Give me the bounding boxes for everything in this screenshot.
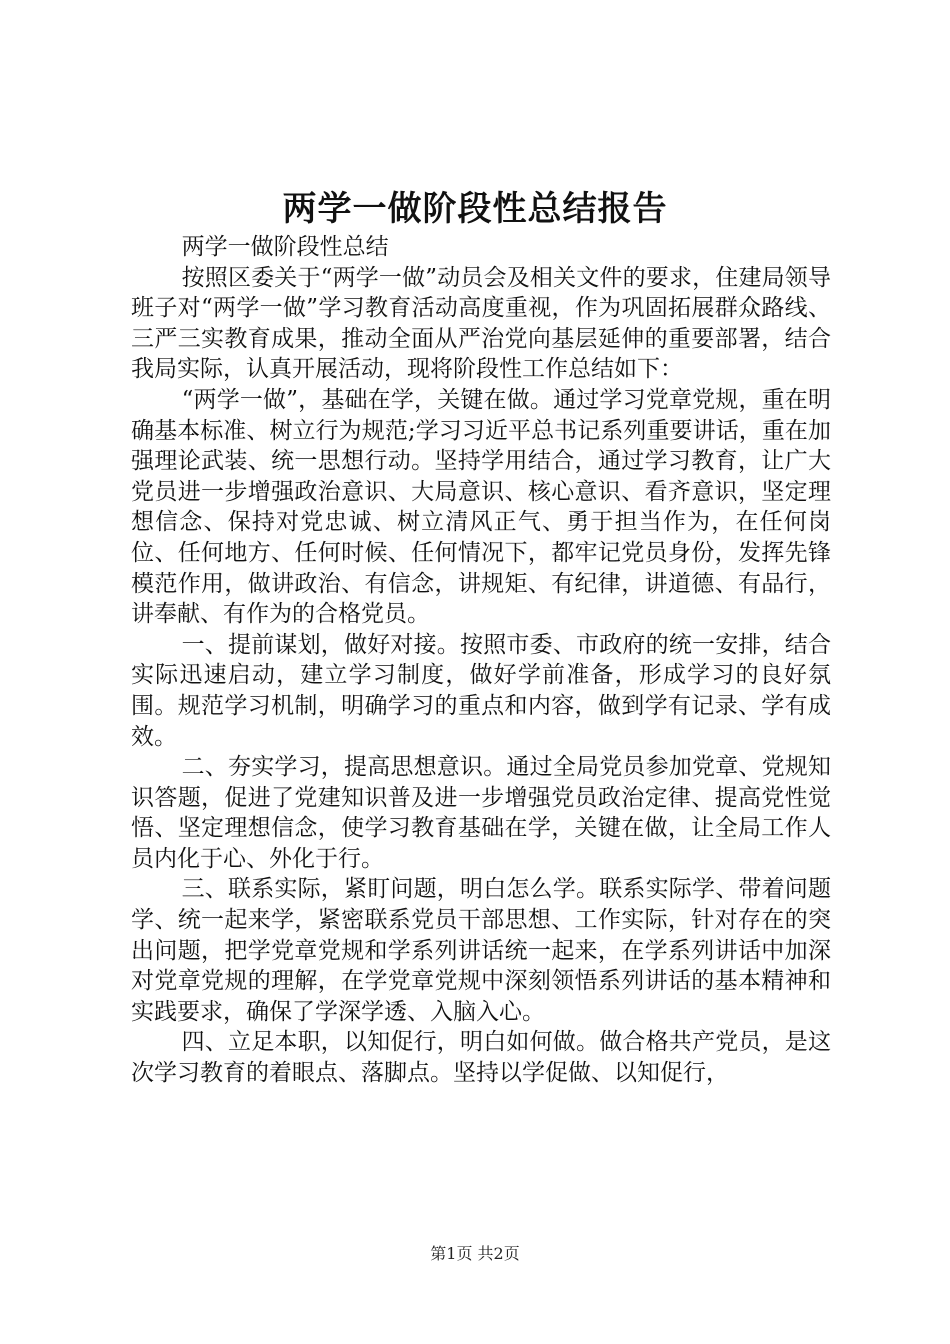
principle-paragraph: “两学一做”，基础在学，关键在做。通过学习党章党规，重在明确基本标准、树立行为规范;学习习近平总书记系列重要讲话，重在加强理论武装、统一思想行动。坚持学用结合，通过学习教育，让广大党员进一步增强政治意识、大局意识、核心意识、看齐意识，坚定理想信念、保持对党忠诚、树立清风正气、勇于担当作为，在任何岗位、任何地方、任何时候、任何情况下，都牢记党员身份，发挥先锋模范作用，做讲政治、有信念，讲规矩、有纪律，讲道德、有品行，讲奉献、有作为的合格党员。 — [131, 386, 831, 628]
section-four-paragraph: 四、立足本职，以知促行，明白如何做。做合格共产党员，是这次学习教育的着眼点、落脚点。坚持以学促做、以知促行， — [131, 1029, 831, 1087]
section-two-paragraph: 二、夯实学习，提高思想意识。通过全局党员参加党章、党规知识答题，促进了党建知识普及进一步增强党员政治定律、提高党性觉悟、坚定理想信念，使学习教育基础在学，关键在做，让全局工作人员内化于心、外化于行。 — [131, 754, 831, 872]
intro-paragraph: 按照区委关于“两学一做”动员会及相关文件的要求，住建局领导班子对“两学一做”学习教育活动高度重视，作为巩固拓展群众路线、三严三实教育成果，推动全面从严治党向基层延伸的重要部署，结合我局实际，认真开展活动，现将阶段性工作总结如下： — [131, 264, 831, 383]
document-body — [131, 232, 831, 1089]
page-number-footer: 第1页 共2页 — [430, 1244, 520, 1263]
section-one-paragraph: 一、提前谋划，做好对接。按照市委、市政府的统一安排，结合实际迅速启动，建立学习制度，做好学前准备，形成学习的良好氛围。规范学习机制，明确学习的重点和内容，做到学有记录、学有成效。 — [131, 631, 831, 750]
section-three-paragraph: 三、联系实际，紧盯问题，明白怎么学。联系实际学、带着问题学、统一起来学，紧密联系党员干部思想、工作实际，针对存在的突出问题，把学党章党规和学系列讲话统一起来，在学系列讲话中加深对党章党规的理解，在学党章党规中深刻领悟系列讲话的基本精神和实践要求，确保了学深学透、入脑入心。 — [131, 876, 831, 1025]
document-title: 两学一做阶段性总结报告 — [282, 189, 668, 229]
subtitle-paragraph: 两学一做阶段性总结 — [181, 234, 389, 260]
